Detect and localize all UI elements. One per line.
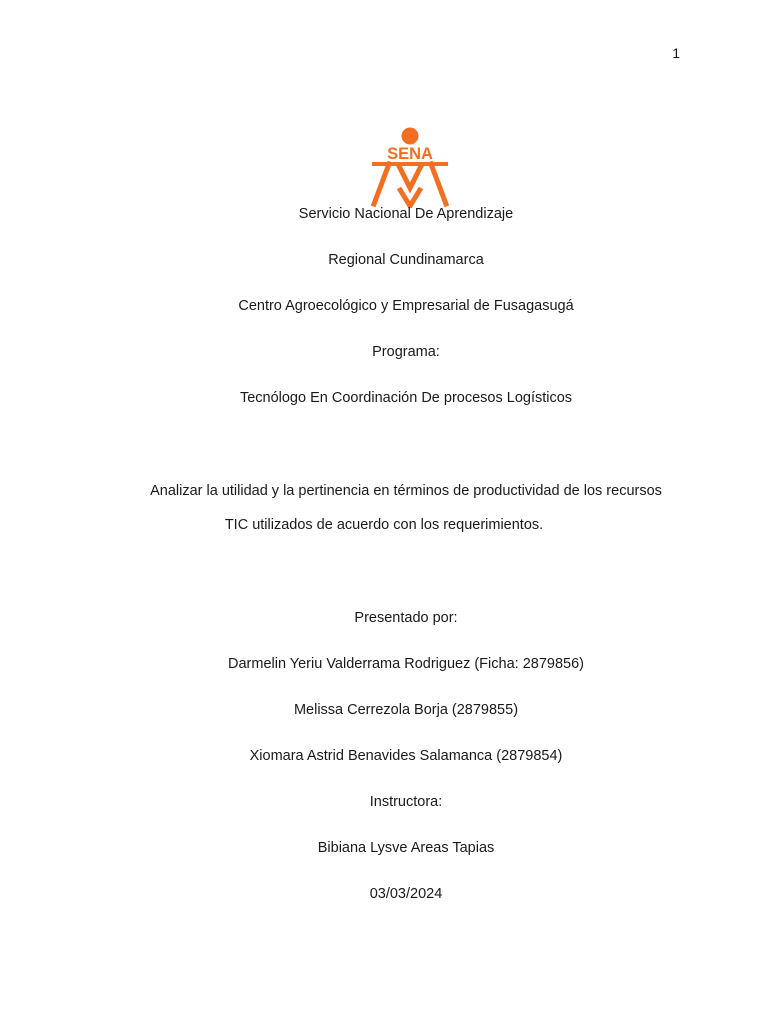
logo-text: SENA bbox=[387, 145, 433, 163]
page-number: 1 bbox=[672, 45, 680, 61]
program-label: Programa: bbox=[372, 344, 440, 360]
author-name: Melissa Cerrezola Borja (2879855) bbox=[293, 702, 519, 718]
institution-name: Servicio Nacional De Aprendizaje bbox=[298, 206, 514, 222]
presented-by-label: Presentado por: bbox=[354, 610, 458, 626]
author-name: Xiomara Astrid Benavides Salamanca (2879854) bbox=[249, 748, 563, 764]
author-name: Darmelin Yeriu Valderrama Rodriguez (Ficha: 2879856) bbox=[228, 656, 584, 672]
region-name: Regional Cundinamarca bbox=[328, 252, 484, 268]
program-name: Tecnólogo En Coordinación De procesos Logísticos bbox=[239, 390, 573, 406]
instructor-name: Bibiana Lysve Areas Tapias bbox=[317, 840, 495, 856]
document-date: 03/03/2024 bbox=[369, 886, 443, 902]
center-name: Centro Agroecológico y Empresarial de Fusagasugá bbox=[238, 298, 574, 314]
document-title-line-1: Analizar la utilidad y la pertinencia en términos de productividad de los recursos bbox=[150, 483, 662, 499]
document-title-line-2: TIC utilizados de acuerdo con los requerimientos. bbox=[224, 517, 544, 533]
instructor-label: Instructora: bbox=[369, 794, 443, 810]
sena-logo bbox=[368, 126, 452, 208]
